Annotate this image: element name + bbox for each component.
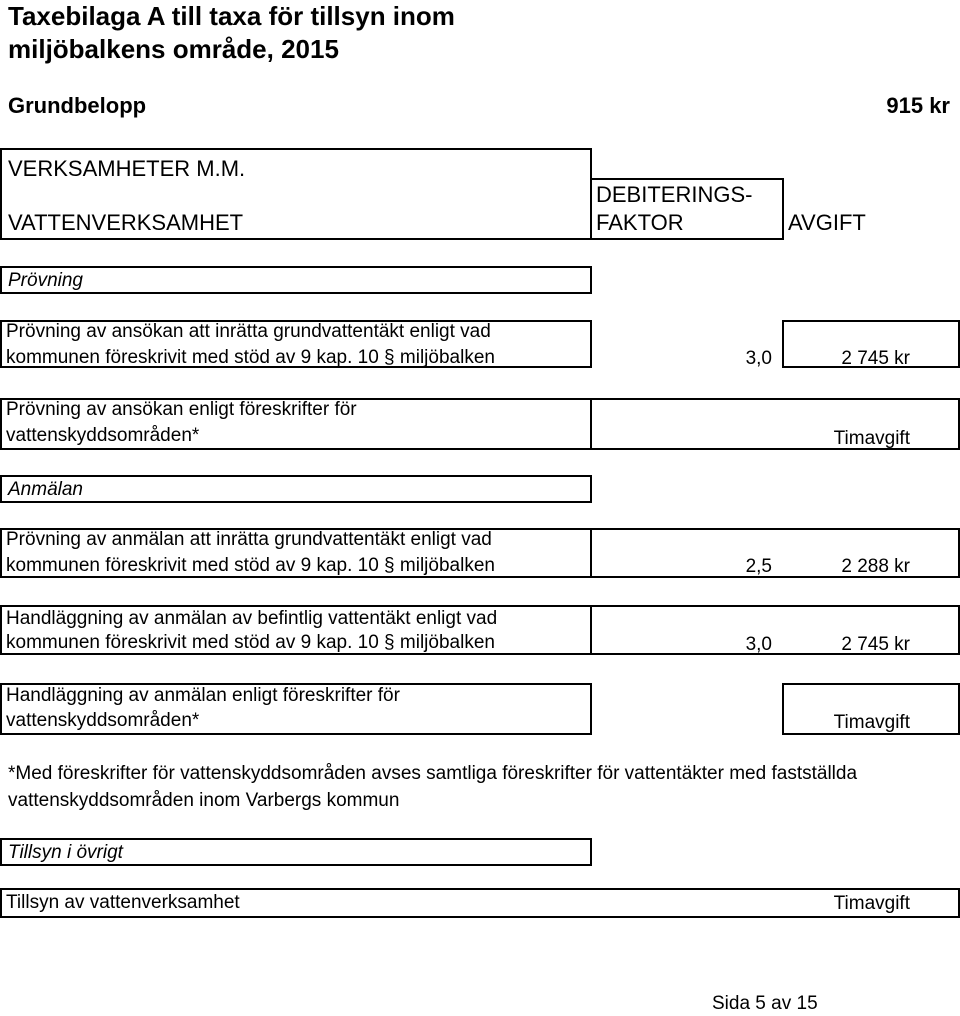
row-fee: 2 745 kr — [841, 634, 910, 655]
fee-header: AVGIFT — [788, 210, 866, 235]
activity-header-box — [0, 148, 592, 240]
factor-header-box — [590, 178, 784, 240]
title-line-1: Taxebilaga A till taxa för tillsyn inom — [8, 1, 455, 31]
row-description-line-2: vattenskyddsområden* — [6, 710, 200, 731]
row-description-line-2: kommunen föreskrivit med stöd av 9 kap. 10 § miljöbalken — [6, 555, 495, 576]
row-description-line-1: Prövning av ansökan att inrätta grundvattentäkt enligt vad — [6, 321, 491, 342]
row-description-line-2: kommunen föreskrivit med stöd av 9 kap. 10 § miljöbalken — [6, 347, 495, 368]
row-fee: 2 745 kr — [841, 348, 910, 369]
row-fee: 2 288 kr — [841, 556, 910, 577]
section-header-tillsyn — [0, 838, 592, 866]
document-title — [8, 0, 455, 66]
base-amount-label: Grundbelopp — [8, 93, 147, 118]
activity-header-line-2: VATTENVERKSAMHET — [8, 210, 244, 235]
section-label-provning: Prövning — [8, 270, 83, 291]
row-fee: Timavgift — [833, 893, 910, 914]
section-label-tillsyn: Tillsyn i övrigt — [8, 842, 123, 863]
row-description-line-1: Handläggning av anmälan enligt föreskrifter för — [6, 685, 400, 706]
row-fee: Timavgift — [833, 712, 910, 733]
row-description-line-1: Tillsyn av vattenverksamhet — [6, 892, 240, 913]
row-description-line-1: Handläggning av anmälan av befintlig vattentäkt enligt vad — [6, 608, 498, 629]
title-line-2: miljöbalkens område, 2015 — [8, 34, 339, 64]
factor-header-line-1: DEBITERINGS- — [596, 182, 753, 207]
factor-header-line-2: FAKTOR — [596, 210, 684, 235]
row-fee: Timavgift — [833, 428, 910, 449]
section-label-anmalan: Anmälan — [8, 479, 83, 500]
row-description-line-1: Prövning av ansökan enligt föreskrifter för — [6, 399, 357, 420]
page-number: Sida 5 av 15 — [712, 993, 818, 1014]
row-description-line-2: vattenskyddsområden* — [6, 425, 200, 446]
row-factor: 2,5 — [745, 556, 772, 577]
row-description-line-1: Prövning av anmälan att inrätta grundvattentäkt enligt vad — [6, 529, 492, 550]
row-description-line-2: kommunen föreskrivit med stöd av 9 kap. 10 § miljöbalken — [6, 632, 495, 653]
section-header-provning — [0, 266, 592, 294]
row-factor: 3,0 — [745, 348, 772, 369]
activity-header-line-1: VERKSAMHETER M.M. — [8, 156, 246, 181]
footnote: *Med föreskrifter för vattenskyddsområden avses samtliga föreskrifter för vattentäkter med fastställda vattenskyddsområden inom Varbergs kommun — [8, 763, 858, 811]
row-factor: 3,0 — [745, 634, 772, 655]
base-amount-value: 915 kr — [886, 93, 950, 118]
section-header-anmalan — [0, 475, 592, 503]
